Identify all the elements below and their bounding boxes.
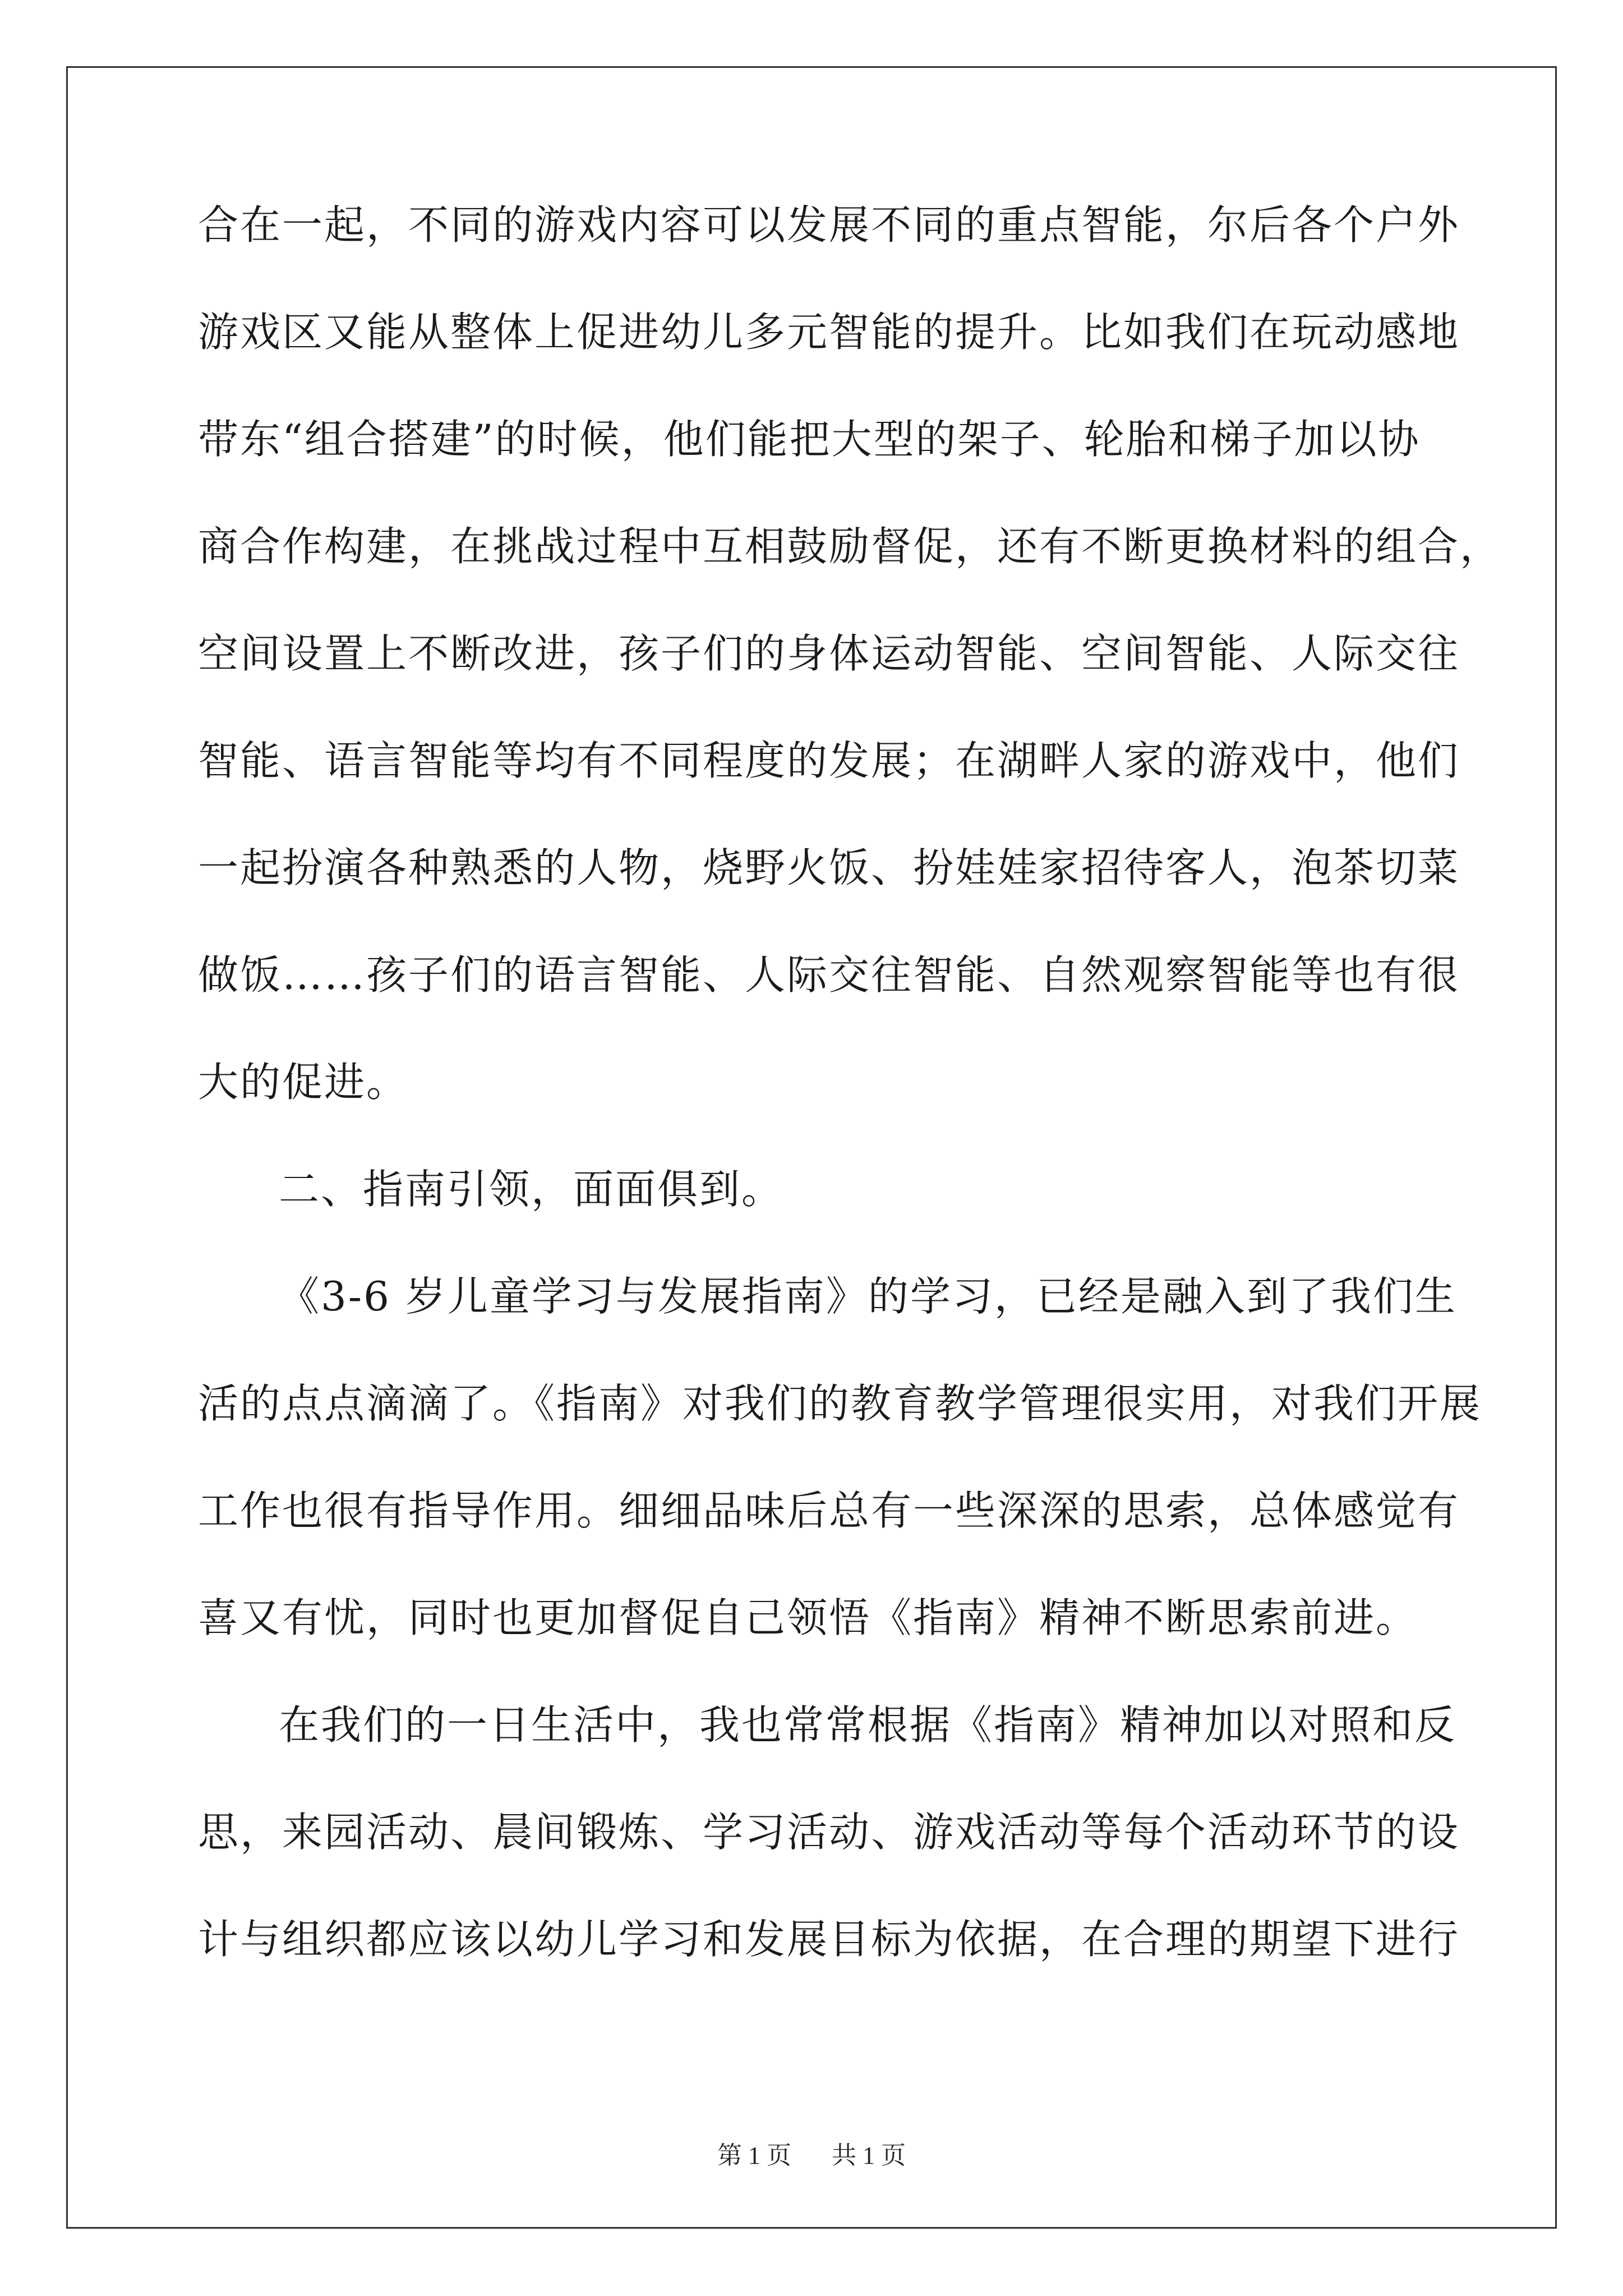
- paragraph-line: 大的促进。: [198, 1059, 409, 1106]
- paragraph-3: [198, 1701, 1460, 2026]
- paragraph-line: 喜又有忧，同时也更加督促自己领悟《指南》精神不断思索前进。: [198, 1594, 1418, 1641]
- paragraph-line: 商合作构建，在挑战过程中互相鼓励督促，还有不断更换材料的组合，: [198, 523, 1502, 570]
- page-number: 第 1 页: [717, 2142, 791, 2169]
- page-total: 共 1 页: [832, 2142, 906, 2169]
- document-body: [198, 201, 1502, 2026]
- paragraph-2: [198, 1273, 1482, 1705]
- paragraph-line: 活的点点滴滴了。《指南》对我们的教育教学管理很实用，对我们开展: [198, 1380, 1482, 1427]
- paragraph-line: 一起扮演各种熟悉的人物，烧野火饭、扮娃娃家招待客人，泡茶切菜: [198, 844, 1460, 891]
- paragraph-line: 游戏区又能从整体上促进幼儿多元智能的提升。比如我们在玩动感地: [198, 309, 1460, 356]
- paragraph-line: 空间设置上不断改进，孩子们的身体运动智能、空间智能、人际交往: [198, 630, 1460, 677]
- paragraph-line: 计与组织都应该以幼儿学习和发展目标为依据，在合理的期望下进行: [198, 1916, 1460, 1963]
- paragraph-line: 带东“组合搭建”的时候，他们能把大型的架子、轮胎和梯子加以协: [198, 416, 1421, 463]
- paragraph-line: 做饭……孩子们的语言智能、人际交往智能、自然观察智能等也有很: [198, 951, 1460, 999]
- section-heading: 二、指南引领，面面俱到。: [279, 1166, 784, 1213]
- paragraph-line: 《3-6 岁儿童学习与发展指南》的学习，已经是融入到了我们生: [279, 1273, 1457, 1320]
- paragraph-line: 工作也很有指导作用。细细品味后总有一些深深的思索，总体感觉有: [198, 1487, 1460, 1534]
- paragraph-line: 智能、语言智能等均有不同程度的发展；在湖畔人家的游戏中，他们: [198, 737, 1460, 784]
- paragraph-line: 合在一起，不同的游戏内容可以发展不同的重点智能，尔后各个户外: [198, 201, 1460, 249]
- paragraph-line: 在我们的一日生活中，我也常常根据《指南》精神加以对照和反: [279, 1701, 1457, 1749]
- page-footer: [0, 2135, 1623, 2171]
- paragraph-1: [198, 201, 1502, 1169]
- paragraph-line: 思，来园活动、晨间锻炼、学习活动、游戏活动等每个活动环节的设: [198, 1809, 1460, 1856]
